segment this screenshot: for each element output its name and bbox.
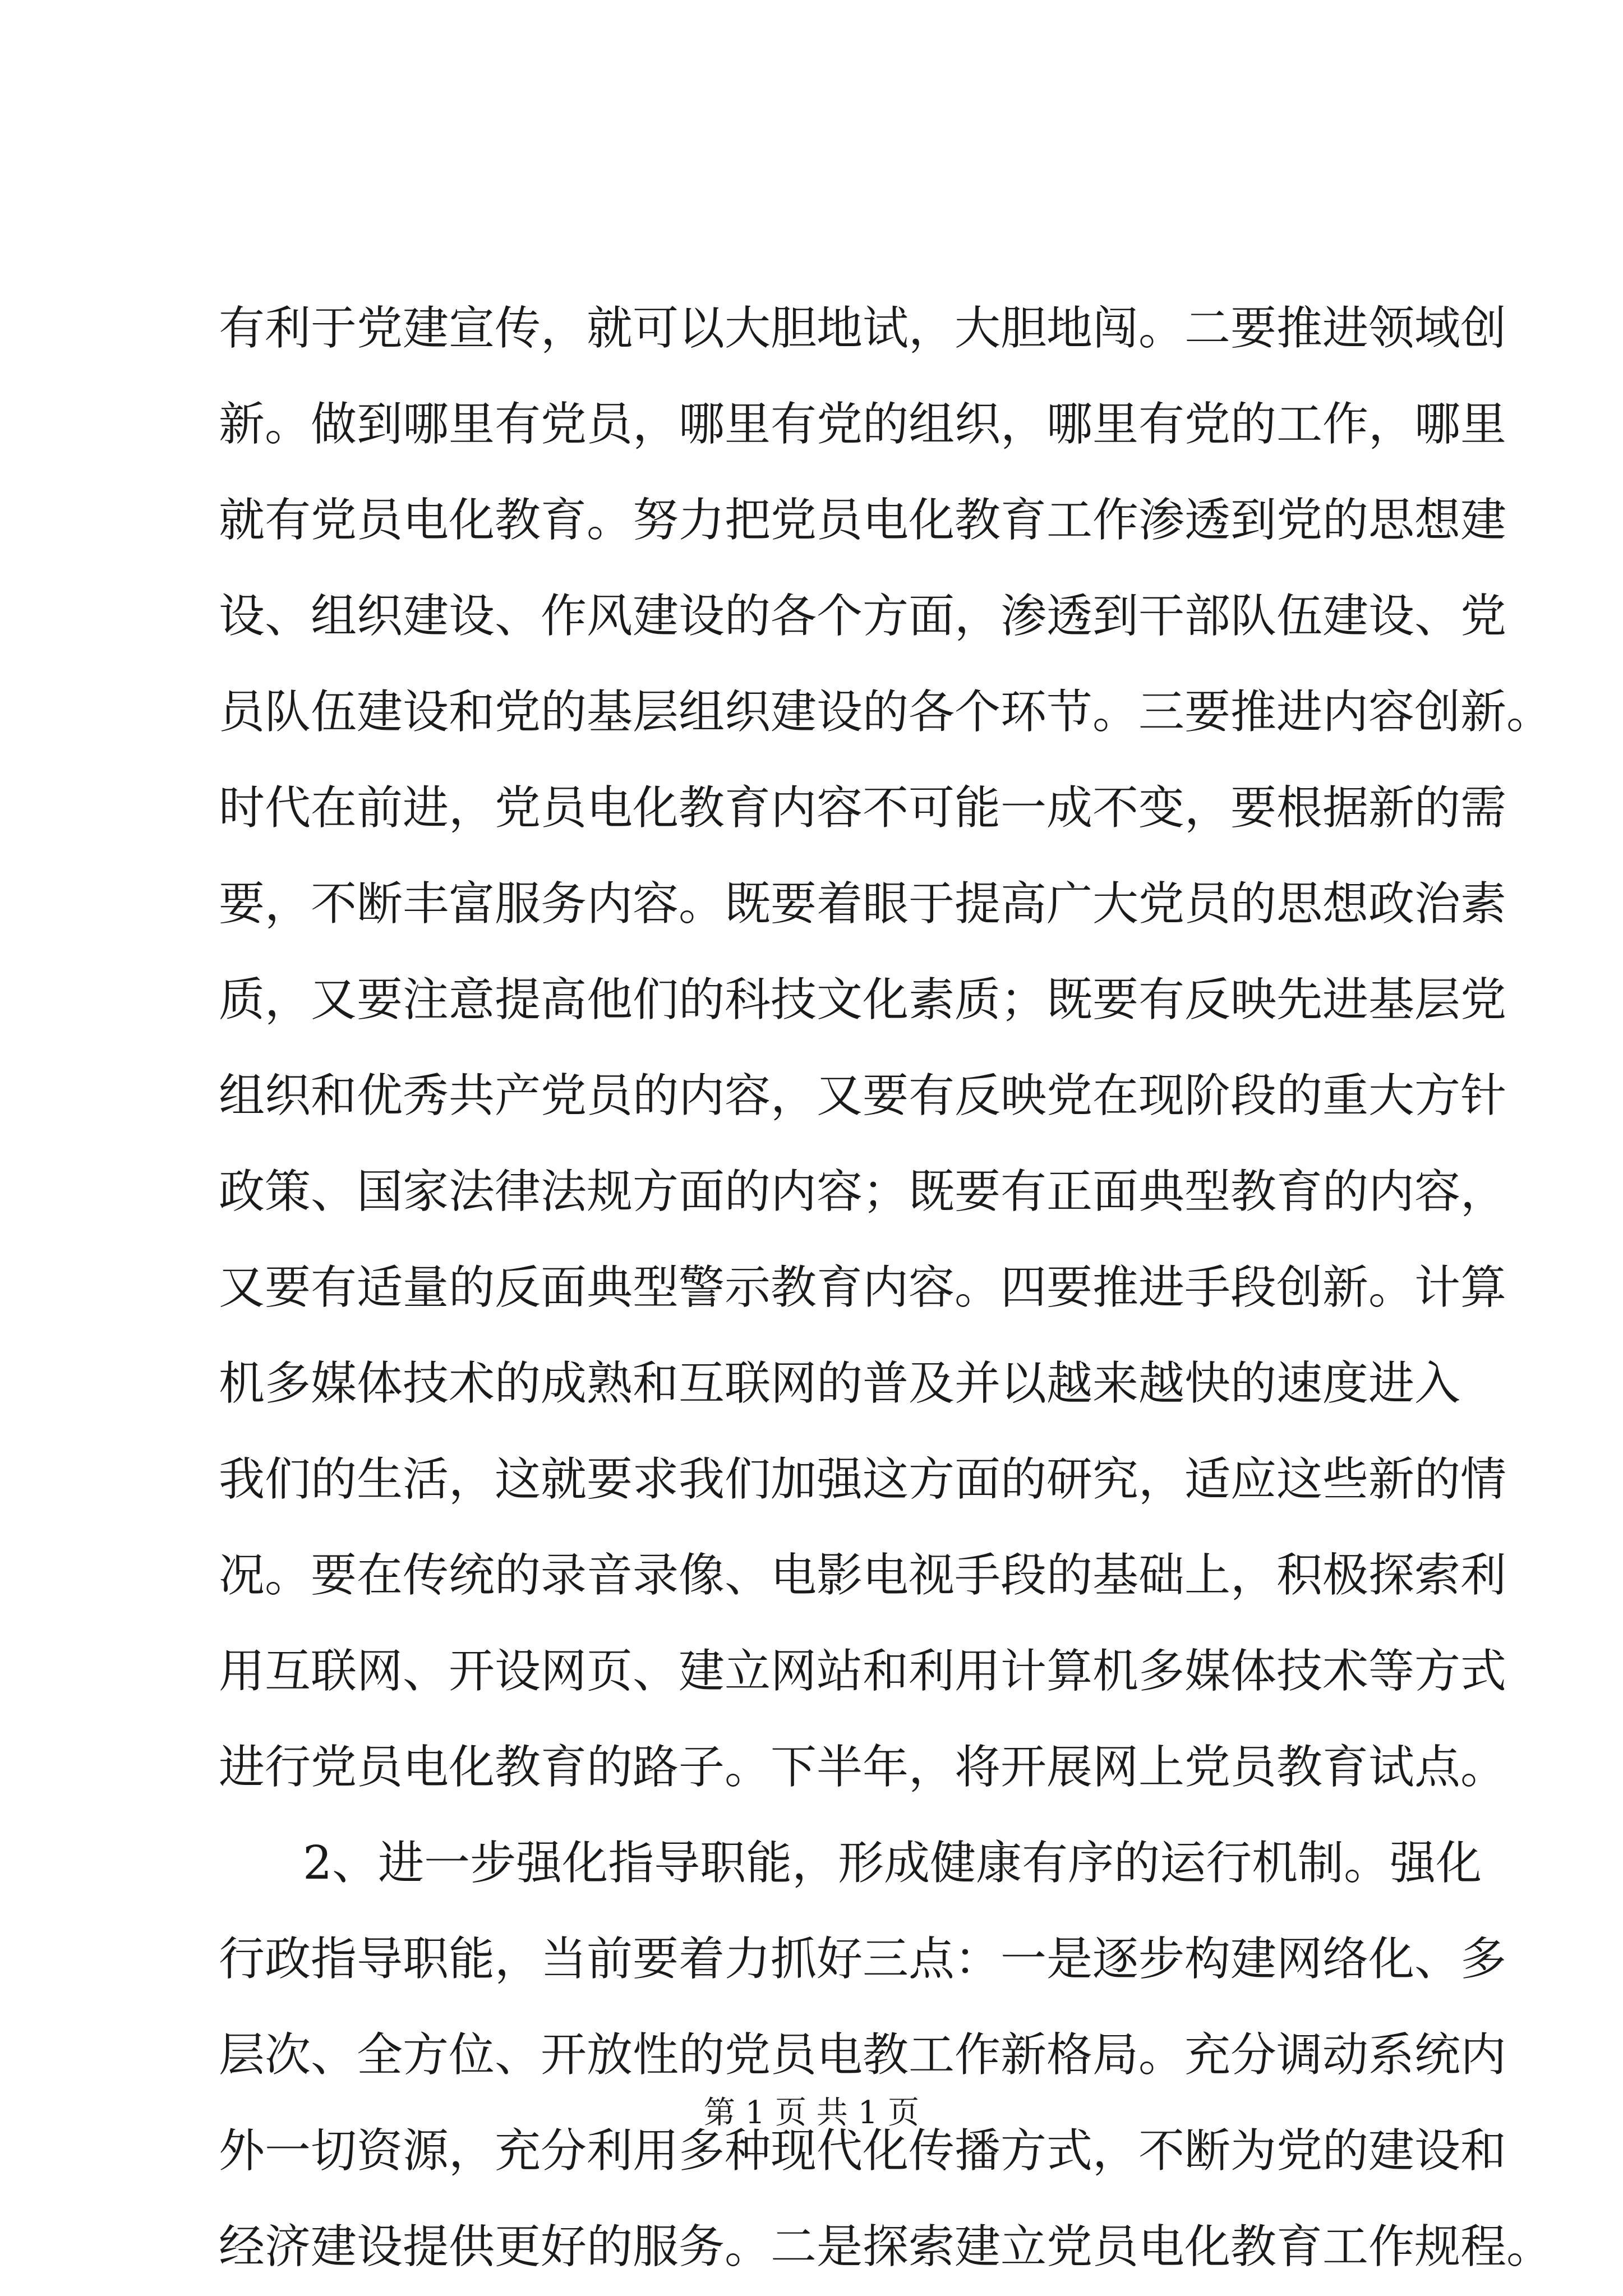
text-line: 层次、全方位、开放性的党员电教工作新格局。充分调动系统内 [219, 2028, 1507, 2082]
text-line: 行政指导职能，当前要着力抓好三点：一是逐步构建网络化、多 [219, 1932, 1507, 1986]
text-line: 机多媒体技术的成熟和互联网的普及并以越来越快的速度进入 [219, 1357, 1461, 1410]
text-line: 政策、国家法律法规方面的内容；既要有正面典型教育的内容， [219, 1165, 1507, 1218]
text-line: 外一切资源，充分利用多种现代化传播方式，不断为党的建设和 [219, 2124, 1507, 2178]
text-line: 又要有适量的反面典型警示教育内容。四要推进手段创新。计算 [219, 1261, 1507, 1314]
text-line: 员队伍建设和党的基层组织建设的各个环节。三要推进内容创新。 [219, 685, 1553, 739]
text-line: 新。做到哪里有党员，哪里有党的组织，哪里有党的工作，哪里 [219, 398, 1507, 451]
text-line: 经济建设提供更好的服务。二是探索建立党员电化教育工作规程。 [219, 2220, 1553, 2274]
text-line: 时代在前进，党员电化教育内容不可能一成不变，要根据新的需 [219, 781, 1507, 835]
page-footer: 第 1 页 共 1 页 [703, 2095, 920, 2131]
text-line: 设、组织建设、作风建设的各个方面，渗透到干部队伍建设、党 [219, 590, 1507, 643]
text-line: 就有党员电化教育。努力把党员电化教育工作渗透到党的思想建 [219, 494, 1507, 547]
text-line: 有利于党建宣传，就可以大胆地试，大胆地闯。二要推进领域创 [219, 302, 1507, 355]
text-line: 我们的生活，这就要求我们加强这方面的研究，适应这些新的情 [219, 1453, 1507, 1506]
text-line: 况。要在传统的录音录像、电影电视手段的基础上，积极探索利 [219, 1549, 1507, 1602]
text-line: 用互联网、开设网页、建立网站和利用计算机多媒体技术等方式 [219, 1645, 1507, 1698]
text-line: 组织和优秀共产党员的内容，又要有反映党在现阶段的重大方针 [219, 1069, 1507, 1122]
text-line: 质，又要注意提高他们的科技文化素质；既要有反映先进基层党 [219, 973, 1507, 1027]
body-text [219, 280, 1553, 2295]
text-line: 2、进一步强化指导职能，形成健康有序的运行机制。强化 [303, 1837, 1482, 1890]
text-line: 进行党员电化教育的路子。下半年，将开展网上党员教育试点。 [219, 1741, 1507, 1794]
text-line: 要，不断丰富服务内容。既要着眼于提高广大党员的思想政治素 [219, 877, 1507, 931]
